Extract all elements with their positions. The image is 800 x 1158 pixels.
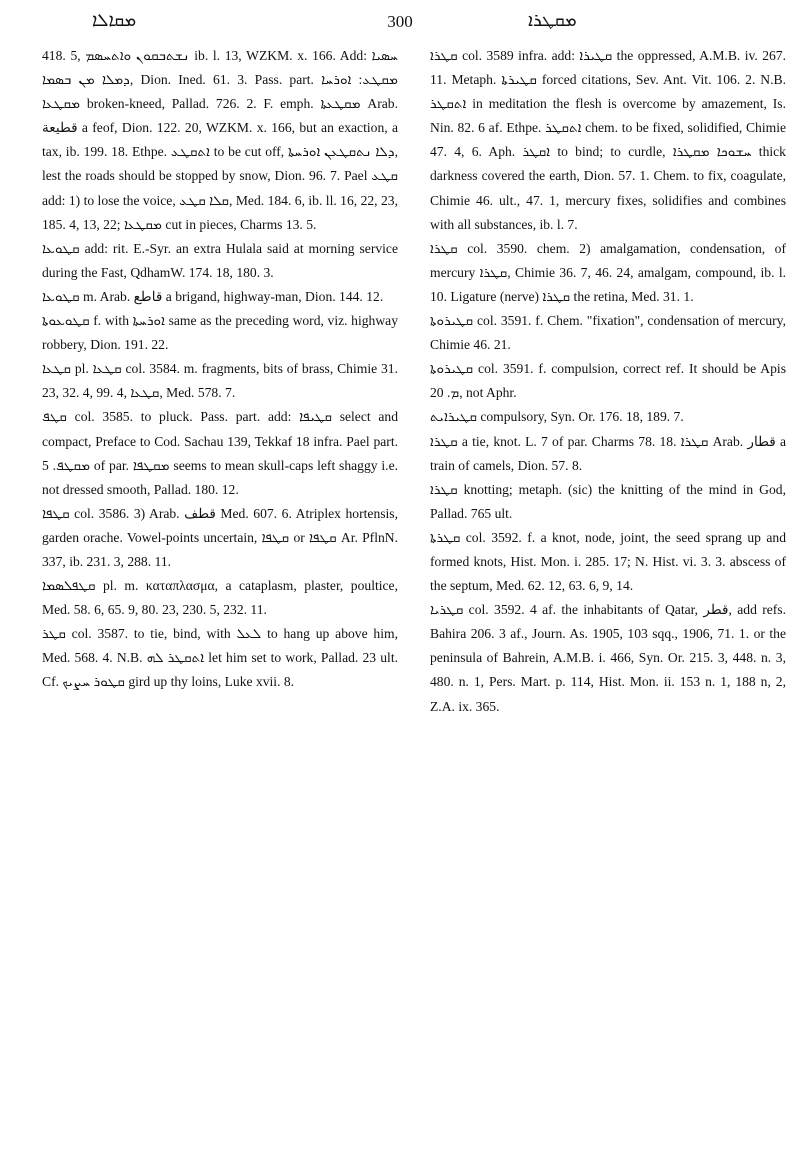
- dictionary-entry: ܩܛܪܐ knotting; metaph. (sic) the knitting of the mind in God, Pallad. 765 ult.: [430, 481, 786, 521]
- running-head-right: ܡܩܛܪܐ: [528, 10, 577, 30]
- dictionary-entry: ܩܛܘܥܘܬܐ f. with ܐܘܪܚܬܐ same as the preceding word, viz. highway robbery, Dion. 191. 22.: [42, 313, 398, 353]
- dictionary-entry: ܩܛܘܥܐ add: rit. E.-Syr. an extra Hulala said at morning service during the Fast, QdhamW. 174. 18, 180. 3.: [42, 240, 398, 280]
- dictionary-entry: ܩܛܝܪܘܬܐ col. 3591. f. compulsion, correct ref. It should be Apis ܡ. 20, not Aphr.: [430, 361, 786, 401]
- left-column: [42, 44, 398, 695]
- dictionary-entry: ܩܛܦܠܣܡܐ pl. m. καταπλασμα, a cataplasm, plaster, poultice, Med. 58. 6, 65. 9, 80. 23, 230. 5, 232. 11.: [42, 578, 398, 618]
- dictionary-entry: ܩܛܘܥܐ m. Arab. قاطع a brigand, highway-man, Dion. 144. 12.: [42, 288, 384, 304]
- right-column: [430, 44, 786, 719]
- dictionary-entry: ܩܛܪܝܐ col. 3592. 4 af. the inhabitants of Qatar, قطر, add refs. Bahira 206. 3 af., Journ. As. 1905, 103 sqq., 1906, 71. 1. or the peninsula of Bahrein, A.M.B. i. 466, Syn. Or. 215. 3, 448. n. 3, 480. n. 1, Pers. Mart. p. 114, Hist. Mon. ii. 153 n. 1, 188 n, 2, Z.A. ix. 365.: [430, 602, 786, 714]
- dictionary-entry: ܩܛܪܐ col. 3589 infra. add: ܩܛܝܪܐ the oppressed, A.M.B. iv. 267. 11. Metaph. ܩܛܝܪܬܐ forced citations, Sev. Ant. Vit. 106. 2. N.B. ܐܬܩܛܪ in meditation the flesh is overcome by amazement, Is. Nin. 82. 6 af. Ethpe. ܐܬܩܛܪ chem. to be fixed, solidified, Chimie 47. 4, 6. Aph. ܐܩܛܪ to bind; to curdle, ܚܫܘܟܐ ܡܩܛܪܐ thick darkness covered the earth, Dion. 57. 1. Chem. to fix, coagulate, Chimie 46. ult., 47. 1, mercury fixes, solidifies and combines with all substances, ib. l. 7.: [430, 48, 786, 232]
- dictionary-entry: ܩܛܦ col. 3585. to pluck. Pass. part. add: ܩܛܝܦܐ select and compact, Preface to Cod. Sachau 139, Tekkaf 18 infra. Pael part. ܡܩܛܦ. 5 of par. ܡܩܛܦܐ seems to mean skull-caps left shaggy i.e. not dressed smooth, Pallad. 180. 12.: [42, 409, 399, 497]
- dictionary-entry: ܩܛܦܐ col. 3586. 3) Arab. قطف Med. 607. 6. Atriplex hortensis, garden orache. Vowel-points uncertain, ܩܛܦܐ or ܩܛܦܐ Ar. PflnN. 337, ib. 231. 3, 288. 11.: [42, 505, 398, 569]
- page-number: 300: [387, 12, 413, 31]
- dictionary-entry: 418. 5, ܢܫܬܒܩܘܢ ܘܐܬܚܣܡ ib. l. 13, WZKM. x. 166. Add: ܚܣܝܐ ܕܡܠܐ ܡܢ ܒܣܡܐ, Dion. Ined. 61. 3. Pass. part. ܡܩܛܥ: ܐܘܪܚܐ ܡܩܛܥܐ broken-kneed, Pallad. 726. 2. F. emph. ܡܩܛܥܬܐ Arab. قطيعة a feof, Dion. 122. 20, WZKM. x. 166, but an exaction, a tax, ib. 199. 18. Ethpe. ܐܬܩܛܥ to be cut off, ܕܠܐ ܢܬܩܛܥܢ ܐܘܪܚܬܐ, lest the roads should be stopped by snow, Dion. 96. 7. Pael ܩܛܥ add: 1) to lose the voice, ܩܠܐ ܩܛܥ, Med. 184. 6, ib. ll. 16, 22, 23, 185. 4, 13, 22; ܡܩܛܥܐ cut in pieces, Charms 13. 5.: [42, 48, 398, 232]
- dictionary-entry: ܩܛܝܪܘܬܐ col. 3591. f. Chem. "fixation", condensation of mercury, Chimie 46. 21.: [430, 313, 786, 353]
- dictionary-entry: ܩܛܪܐ col. 3590. chem. 2) amalgamation, condensation, of mercury ܩܛܪܐ, Chimie 36. 7, 46. 24, amalgam, compound, ib. l. 10. Ligature (nerve) ܩܛܪܐ the retina, Med. 31. 1.: [430, 240, 786, 304]
- page-header: [0, 4, 800, 40]
- dictionary-entry: ܩܛܥܐ pl. ܩܛܥܐ col. 3584. m. fragments, bits of brass, Chimie 31. 23, 32. 4, 99. 4, ܩܛܥܐ, Med. 578. 7.: [42, 361, 398, 401]
- dictionary-entry: ܩܛܝܪܐܝܬ compulsory, Syn. Or. 176. 18, 189. 7.: [430, 409, 684, 425]
- dictionary-entry: ܩܛܪܐ a tie, knot. L. 7 of par. Charms 78. 18. ܩܛܪܐ Arab. قطار a train of camels, Dion. 57. 8.: [430, 433, 786, 473]
- dictionary-entry: ܩܛܪ col. 3587. to tie, bind, with ܠܥܠ to hang up above him, Med. 568. 4. N.B. ܐܬܩܛܪ ܠܗ let him set to work, Pallad. 23 ult. Cf. ܩܛܘܪ ܚܨܝܟ gird up thy loins, Luke xvii. 8.: [42, 626, 399, 690]
- dictionary-entry: ܩܛܪܬܐ col. 3592. f. a knot, node, joint, the seed sprang up and formed knots, Hist. Mon. i. 285. 17; N. Hist. vi. 3. 3. abscess of the septum, Med. 62. 12, 63. 6, 9, 14.: [430, 529, 786, 594]
- running-head-left: ܡܩܐܠܐ: [92, 10, 137, 30]
